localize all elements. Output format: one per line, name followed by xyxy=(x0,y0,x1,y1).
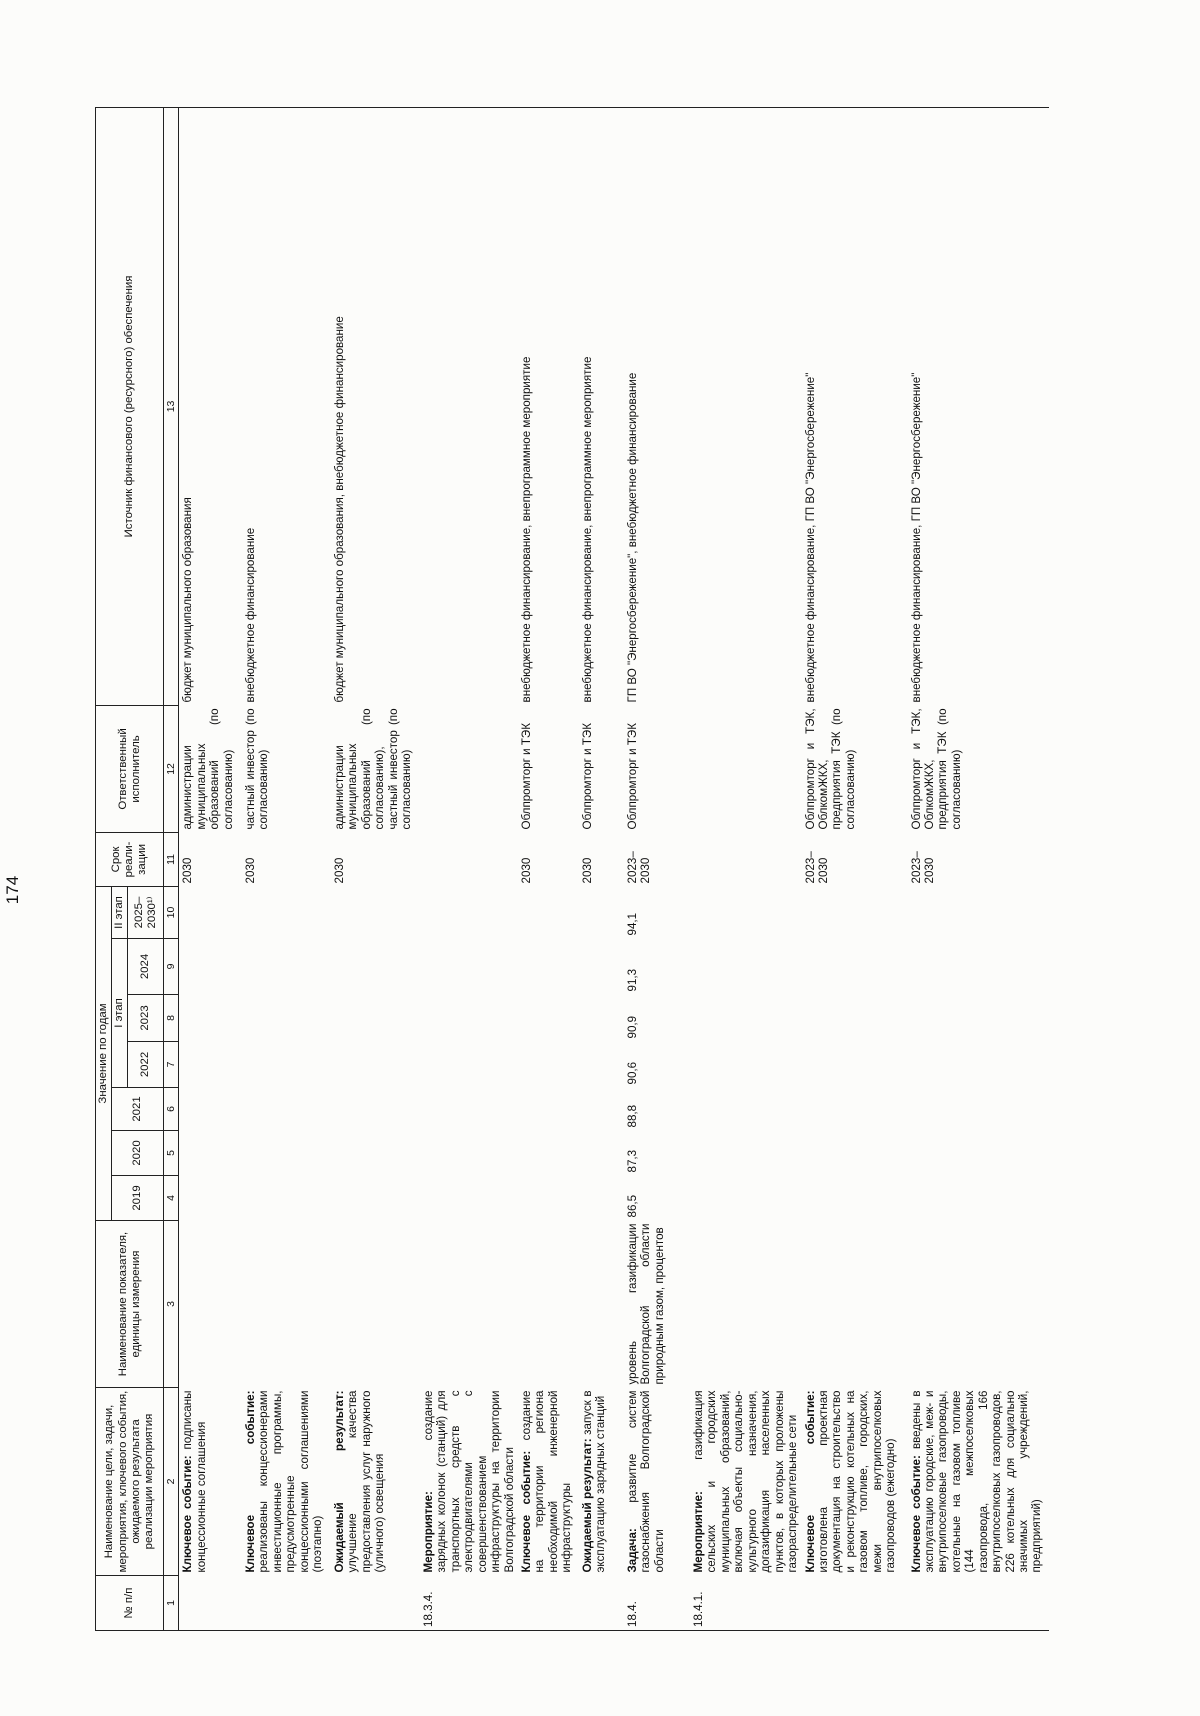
row-value xyxy=(908,1088,1049,1131)
row-term: 2030 xyxy=(243,857,257,884)
row-term xyxy=(690,832,802,886)
row-value xyxy=(518,939,579,995)
row-source: внебюджетное финансирование, внепрограммное мероприятие xyxy=(579,107,624,705)
row-value xyxy=(179,995,242,1042)
row-indicator xyxy=(802,1221,908,1388)
row-term: 2030 xyxy=(520,857,533,884)
row-term: 2023–2030 xyxy=(909,851,936,884)
row-value xyxy=(420,995,518,1042)
row-value xyxy=(579,1042,624,1088)
row-name-label: Мероприятие: xyxy=(421,1491,435,1573)
row-executor: Облпромторг и ТЭК, ОблкомЖКХ, предприятия ТЭК (по согласованию) xyxy=(803,708,857,830)
row-value xyxy=(802,1088,908,1131)
row-name-text: развитие систем газоснабжения Волгоградской области xyxy=(626,1390,666,1573)
row-source: внебюджетное финансирование, внепрограммное мероприятие xyxy=(518,107,579,705)
row-value xyxy=(420,1088,518,1131)
row-source xyxy=(420,107,518,705)
row-number xyxy=(579,1576,624,1631)
column-number: 11 xyxy=(164,832,179,886)
row-name xyxy=(518,1388,579,1576)
row-value xyxy=(242,939,331,995)
row-executor: Облпромторг и ТЭК xyxy=(520,723,533,830)
row-name xyxy=(179,1388,242,1576)
row-value xyxy=(179,1088,242,1131)
row-value xyxy=(518,1131,579,1176)
row-value xyxy=(331,886,420,938)
column-number: 13 xyxy=(164,107,179,705)
row-value: 90,6 xyxy=(626,1061,639,1085)
row-executor: Облпромторг и ТЭК, ОблкомЖКХ, предприятия ТЭК (по согласованию) xyxy=(909,708,963,830)
header-year-2024: 2024 xyxy=(128,939,164,995)
header-year-2025-2030: 2025–2030¹⁾ xyxy=(128,886,164,938)
row-value xyxy=(690,939,802,995)
row-value: 86,5 xyxy=(626,1194,639,1218)
row-value xyxy=(242,1176,331,1221)
row-value xyxy=(179,939,242,995)
table-row xyxy=(518,107,579,1630)
row-value xyxy=(420,939,518,995)
column-number: 8 xyxy=(164,995,179,1042)
column-number: 2 xyxy=(164,1388,179,1576)
row-value: 87,3 xyxy=(626,1149,639,1173)
row-value xyxy=(802,1042,908,1088)
row-value xyxy=(908,1042,1049,1088)
row-value xyxy=(331,939,420,995)
header-values-group: Значение по годам xyxy=(96,886,112,1220)
table-row xyxy=(579,107,624,1630)
column-number: 4 xyxy=(164,1176,179,1221)
row-value xyxy=(331,1131,420,1176)
row-name xyxy=(420,1388,518,1576)
header-stage-1: I этап xyxy=(112,939,128,1088)
row-value xyxy=(179,1042,242,1088)
row-name-label: Ключевое событие: xyxy=(803,1390,817,1573)
row-indicator xyxy=(579,1221,624,1388)
table-row xyxy=(690,107,802,1630)
header-name: Наименование цели, задачи, мероприятия, ключевого события, ожидаемого результата реализации мероприятия xyxy=(96,1388,164,1576)
row-name-label: Ожидаемый результат: xyxy=(332,1390,346,1573)
row-name-text: создание зарядных колонок (станций) для транспортных средств с электродвигателями с совершенствованием инфраструктуры на территории Волгоградской области xyxy=(421,1390,516,1573)
row-value xyxy=(690,1042,802,1088)
row-value xyxy=(420,1042,518,1088)
row-executor: Облпромторг и ТЭК xyxy=(581,723,594,830)
row-value xyxy=(908,1131,1049,1176)
row-name xyxy=(579,1388,624,1576)
table-row xyxy=(179,107,242,1630)
row-indicator xyxy=(690,1221,802,1388)
row-indicator xyxy=(420,1221,518,1388)
header-year-2021: 2021 xyxy=(112,1088,164,1131)
row-indicator xyxy=(331,1221,420,1388)
row-value xyxy=(802,1131,908,1176)
row-executor: Облпромторг и ТЭК xyxy=(626,723,639,830)
row-name xyxy=(908,1388,1049,1576)
row-value xyxy=(331,1088,420,1131)
row-value xyxy=(420,886,518,938)
row-value: 94,1 xyxy=(626,912,639,936)
column-number: 3 xyxy=(164,1221,179,1388)
column-number: 5 xyxy=(164,1131,179,1176)
row-name xyxy=(802,1388,908,1576)
row-value xyxy=(242,886,331,938)
row-value xyxy=(690,886,802,938)
row-name-label: Ожидаемый результат: xyxy=(581,1438,594,1573)
row-value xyxy=(518,1176,579,1221)
row-source: внебюджетное финансирование xyxy=(242,107,331,705)
table-row xyxy=(624,107,690,1630)
row-value xyxy=(579,1131,624,1176)
row-value xyxy=(420,1176,518,1221)
row-value xyxy=(179,886,242,938)
row-value xyxy=(690,1176,802,1221)
row-number xyxy=(179,1576,242,1631)
column-number: 12 xyxy=(164,705,179,832)
header-year-2022: 2022 xyxy=(128,1042,164,1088)
row-value xyxy=(242,1042,331,1088)
row-number: 18.4. xyxy=(624,1576,690,1631)
row-source: бюджет муниципального образования, внебюджетное финансирование xyxy=(331,107,420,705)
column-number: 9 xyxy=(164,939,179,995)
row-value xyxy=(242,1131,331,1176)
row-indicator: уровень газификации Волгоградской области природным газом, процентов xyxy=(626,1223,666,1385)
row-name-label: Задача: xyxy=(626,1528,639,1573)
row-value xyxy=(579,886,624,938)
row-indicator xyxy=(242,1221,331,1388)
row-indicator xyxy=(518,1221,579,1388)
row-name-text: введены в эксплуатацию городские, меж- и внутрипоселковые газопроводы, котельные на газовом топливе (144 межпоселковых газопровода, 166 внутрипоселковых газопроводов, 226 котельных для социально значимых учреждений, предприятий) xyxy=(909,1390,1044,1573)
row-value xyxy=(331,995,420,1042)
table-row xyxy=(242,107,331,1630)
row-name-label: Ключевое событие: xyxy=(909,1455,923,1573)
row-value xyxy=(518,1088,579,1131)
row-name-text: реализованы концессионерами инвестиционные программы, предусмотренные концессионными соглашениями (поэтапно) xyxy=(257,1390,325,1573)
header-executor: Ответственный исполнитель xyxy=(96,705,164,832)
row-name-text: изготовлена проектная документация на строительство и реконструкцию котельных на газовом топливе, городских, межи внутрипоселковых газопроводов (ежегодно) xyxy=(816,1390,898,1573)
row-value xyxy=(331,1042,420,1088)
row-name-label: Ключевое событие: xyxy=(181,1455,195,1573)
table-row xyxy=(420,107,518,1630)
program-table xyxy=(95,107,1049,1631)
row-value xyxy=(331,1176,420,1221)
header-stage-2: II этап xyxy=(112,886,128,938)
row-term: 2030 xyxy=(581,857,594,884)
row-term: 2023–2030 xyxy=(803,851,830,884)
row-name-text: создание на территории региона необходимой инженерной инфраструктуры xyxy=(520,1390,574,1573)
column-number: 7 xyxy=(164,1042,179,1088)
table-row xyxy=(331,107,420,1630)
row-term: 2030 xyxy=(181,857,195,884)
header-num: № п/п xyxy=(96,1576,164,1631)
row-value xyxy=(908,1176,1049,1221)
row-name xyxy=(331,1388,420,1576)
row-executor: администрации муниципальных образований (по согласованию) xyxy=(181,708,235,830)
row-indicator xyxy=(908,1221,1049,1388)
row-indicator xyxy=(179,1221,242,1388)
page-number: 174 xyxy=(3,875,22,905)
table-body xyxy=(179,107,1049,1630)
header-year-2019: 2019 xyxy=(112,1176,164,1221)
table-row xyxy=(908,107,1049,1630)
row-number xyxy=(518,1576,579,1631)
row-number xyxy=(242,1576,331,1631)
header-indicator: Наименование показателя, единицы измерения xyxy=(96,1221,164,1388)
row-executor xyxy=(420,705,518,832)
row-number xyxy=(331,1576,420,1631)
row-value xyxy=(579,1088,624,1131)
row-executor: администрации муниципальных образований (по согласованию), частный инвестор (по согласованию) xyxy=(332,708,414,830)
row-name-text: улучшение качества предоставления услуг наружного (уличного) освещения xyxy=(346,1390,387,1573)
row-source xyxy=(690,107,802,705)
row-value xyxy=(802,995,908,1042)
row-source: ГП ВО "Энергосбережение", внебюджетное финансирование xyxy=(624,107,690,705)
row-value xyxy=(690,995,802,1042)
row-term xyxy=(420,832,518,886)
column-number: 1 xyxy=(164,1576,179,1631)
row-value xyxy=(242,1088,331,1131)
row-executor xyxy=(690,705,802,832)
row-name xyxy=(624,1388,690,1576)
row-number: 18.3.4. xyxy=(420,1576,518,1631)
row-value xyxy=(579,939,624,995)
row-name-text: газификация сельских и городских муниципальных образований, включая объекты социально-культурного назначения, догазификация населенных пунктов, в которых проложены газораспределительные сети xyxy=(692,1390,800,1573)
column-number-row xyxy=(164,107,179,1630)
row-value xyxy=(908,995,1049,1042)
row-number: 18.4.1. xyxy=(690,1576,802,1631)
row-name xyxy=(690,1388,802,1576)
row-source: внебюджетное финансирование, ГП ВО "Энергосбережение" xyxy=(802,107,908,705)
column-number: 10 xyxy=(164,886,179,938)
row-value xyxy=(579,995,624,1042)
row-value xyxy=(908,886,1049,938)
row-name-label: Ключевое событие: xyxy=(243,1390,257,1573)
row-value xyxy=(242,995,331,1042)
row-term: 2023–2030 xyxy=(626,851,653,884)
row-source: бюджет муниципального образования xyxy=(179,107,242,705)
header-source: Источник финансового (ресурсного) обеспечения xyxy=(96,107,164,705)
header-year-2020: 2020 xyxy=(112,1131,164,1176)
row-source: внебюджетное финансирование, ГП ВО "Энергосбережение" xyxy=(908,107,1049,705)
row-value: 88,8 xyxy=(626,1104,639,1128)
row-value xyxy=(420,1131,518,1176)
row-number xyxy=(802,1576,908,1631)
row-value xyxy=(802,939,908,995)
row-value xyxy=(802,886,908,938)
row-name xyxy=(242,1388,331,1576)
table-row xyxy=(802,107,908,1630)
row-term: 2030 xyxy=(332,857,346,884)
row-name-text: подписаны концессионные соглашения xyxy=(181,1390,208,1573)
row-value xyxy=(518,886,579,938)
row-value xyxy=(690,1131,802,1176)
column-number: 6 xyxy=(164,1088,179,1131)
row-value xyxy=(518,995,579,1042)
row-executor: частный инвестор (по согласованию) xyxy=(243,708,271,830)
row-value xyxy=(802,1176,908,1221)
row-value: 91,3 xyxy=(626,968,639,992)
header-term: Срок реали-зации xyxy=(96,832,164,886)
row-name-label: Ключевое событие: xyxy=(520,1450,533,1573)
row-value xyxy=(179,1131,242,1176)
row-value xyxy=(179,1176,242,1221)
row-number xyxy=(908,1576,1049,1631)
row-name-label: Мероприятие: xyxy=(692,1491,705,1573)
row-value xyxy=(690,1088,802,1131)
header-year-2023: 2023 xyxy=(128,995,164,1042)
row-name-text: запуск в эксплуатацию зарядных станций xyxy=(581,1390,608,1573)
row-value xyxy=(908,939,1049,995)
row-value: 90,9 xyxy=(626,1015,639,1039)
row-value xyxy=(579,1176,624,1221)
row-value xyxy=(518,1042,579,1088)
